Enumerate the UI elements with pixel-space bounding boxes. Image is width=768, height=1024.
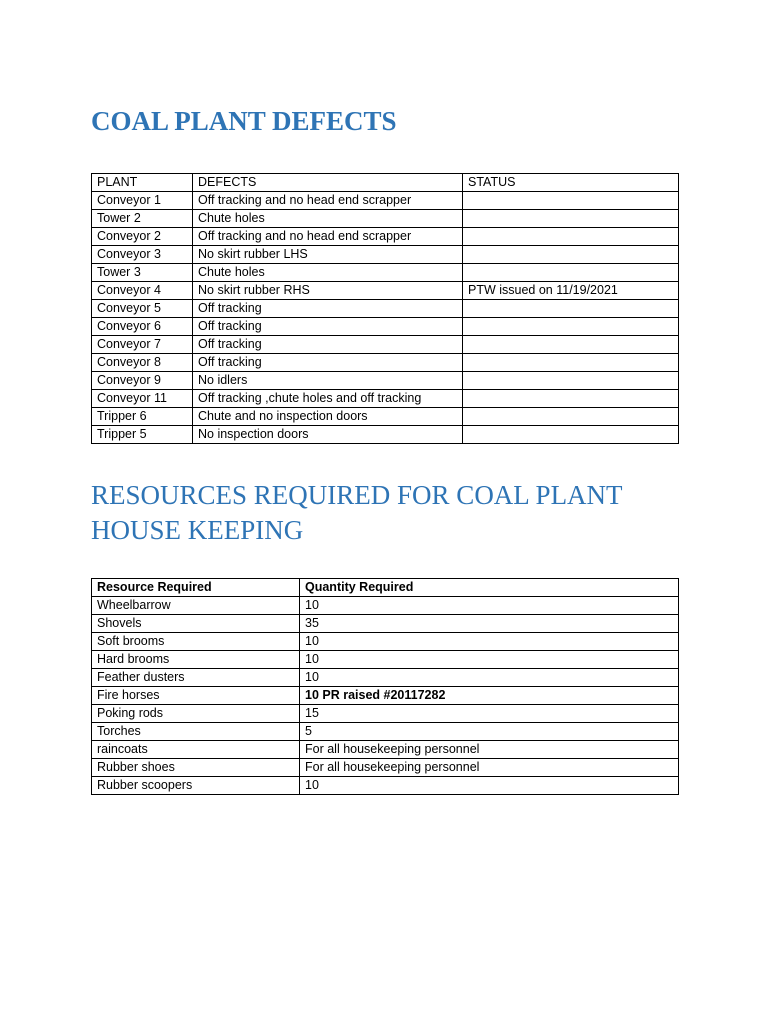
table-row <box>92 426 679 444</box>
resources-cell: 10 <box>300 597 679 615</box>
defects-cell <box>463 210 679 228</box>
table-row <box>92 687 679 705</box>
defects-cell: Tower 3 <box>92 264 193 282</box>
defects-cell <box>463 408 679 426</box>
resources-cell: 35 <box>300 615 679 633</box>
defects-cell <box>463 228 679 246</box>
defects-cell: Off tracking <box>193 318 463 336</box>
resources-cell: Fire horses <box>92 687 300 705</box>
resources-cell: For all housekeeping personnel <box>300 741 679 759</box>
defects-cell <box>463 336 679 354</box>
resources-header-cell: Quantity Required <box>300 579 679 597</box>
defects-header-row <box>92 174 679 192</box>
defects-cell: Conveyor 6 <box>92 318 193 336</box>
table-row <box>92 336 679 354</box>
defects-cell: Conveyor 11 <box>92 390 193 408</box>
defects-title: COAL PLANT DEFECTS <box>91 106 397 136</box>
resources-cell: 10 PR raised #20117282 <box>300 687 679 705</box>
defects-cell <box>463 300 679 318</box>
table-row <box>92 318 679 336</box>
resources-cell: Wheelbarrow <box>92 597 300 615</box>
defects-cell: Chute holes <box>193 210 463 228</box>
resources-header-cell: Resource Required <box>92 579 300 597</box>
defects-cell: Conveyor 1 <box>92 192 193 210</box>
resources-cell: 10 <box>300 651 679 669</box>
defects-cell <box>463 372 679 390</box>
table-row <box>92 408 679 426</box>
defects-cell: Tripper 5 <box>92 426 193 444</box>
table-row <box>92 723 679 741</box>
defects-cell <box>463 192 679 210</box>
resources-cell: 10 <box>300 633 679 651</box>
defects-cell: Tower 2 <box>92 210 193 228</box>
resources-cell: Torches <box>92 723 300 741</box>
defects-cell <box>463 390 679 408</box>
resources-cell: 15 <box>300 705 679 723</box>
table-row <box>92 777 679 795</box>
defects-cell <box>463 426 679 444</box>
defects-cell: Conveyor 9 <box>92 372 193 390</box>
defects-cell <box>463 264 679 282</box>
table-row <box>92 390 679 408</box>
defects-cell <box>463 246 679 264</box>
defects-cell: No skirt rubber RHS <box>193 282 463 300</box>
defects-cell: Conveyor 3 <box>92 246 193 264</box>
defects-header-cell: STATUS <box>463 174 679 192</box>
defects-cell: No inspection doors <box>193 426 463 444</box>
defects-cell: Off tracking <box>193 354 463 372</box>
defects-cell: Conveyor 7 <box>92 336 193 354</box>
table-row <box>92 228 679 246</box>
table-row <box>92 597 679 615</box>
resources-cell: Feather dusters <box>92 669 300 687</box>
table-row <box>92 669 679 687</box>
defects-cell: Off tracking <box>193 336 463 354</box>
table-row <box>92 210 679 228</box>
defects-cell: Conveyor 4 <box>92 282 193 300</box>
table-row <box>92 192 679 210</box>
table-row <box>92 705 679 723</box>
resources-cell: Soft brooms <box>92 633 300 651</box>
defects-cell: Chute holes <box>193 264 463 282</box>
table-row <box>92 300 679 318</box>
defects-cell: PTW issued on 11/19/2021 <box>463 282 679 300</box>
defects-cell: No skirt rubber LHS <box>193 246 463 264</box>
resources-cell: 10 <box>300 777 679 795</box>
defects-cell: Off tracking <box>193 300 463 318</box>
resources-cell: Hard brooms <box>92 651 300 669</box>
defects-cell: Conveyor 8 <box>92 354 193 372</box>
resources-cell: raincoats <box>92 741 300 759</box>
defects-cell: Off tracking ,chute holes and off tracking <box>193 390 463 408</box>
table-row <box>92 264 679 282</box>
defects-cell: Chute and no inspection doors <box>193 408 463 426</box>
resources-header-row <box>92 579 679 597</box>
table-row <box>92 615 679 633</box>
resources-table <box>91 578 679 795</box>
resources-cell: Shovels <box>92 615 300 633</box>
table-row <box>92 246 679 264</box>
defects-header-cell: DEFECTS <box>193 174 463 192</box>
table-row <box>92 741 679 759</box>
table-row <box>92 372 679 390</box>
resources-cell: Rubber shoes <box>92 759 300 777</box>
defects-cell: No idlers <box>193 372 463 390</box>
resources-cell: 10 <box>300 669 679 687</box>
defects-header-cell: PLANT <box>92 174 193 192</box>
table-row <box>92 354 679 372</box>
table-row <box>92 759 679 777</box>
resources-cell: Poking rods <box>92 705 300 723</box>
table-row <box>92 651 679 669</box>
defects-cell: Off tracking and no head end scrapper <box>193 192 463 210</box>
resources-cell: 5 <box>300 723 679 741</box>
defects-cell: Tripper 6 <box>92 408 193 426</box>
resources-cell: For all housekeeping personnel <box>300 759 679 777</box>
resources-cell: Rubber scoopers <box>92 777 300 795</box>
table-row <box>92 282 679 300</box>
defects-cell: Conveyor 2 <box>92 228 193 246</box>
defects-cell <box>463 318 679 336</box>
defects-cell <box>463 354 679 372</box>
defects-cell: Off tracking and no head end scrapper <box>193 228 463 246</box>
defects-cell: Conveyor 5 <box>92 300 193 318</box>
defects-table <box>91 173 679 444</box>
table-row <box>92 633 679 651</box>
resources-title: RESOURCES REQUIRED FOR COAL PLANT HOUSE KEEPING <box>91 480 623 545</box>
